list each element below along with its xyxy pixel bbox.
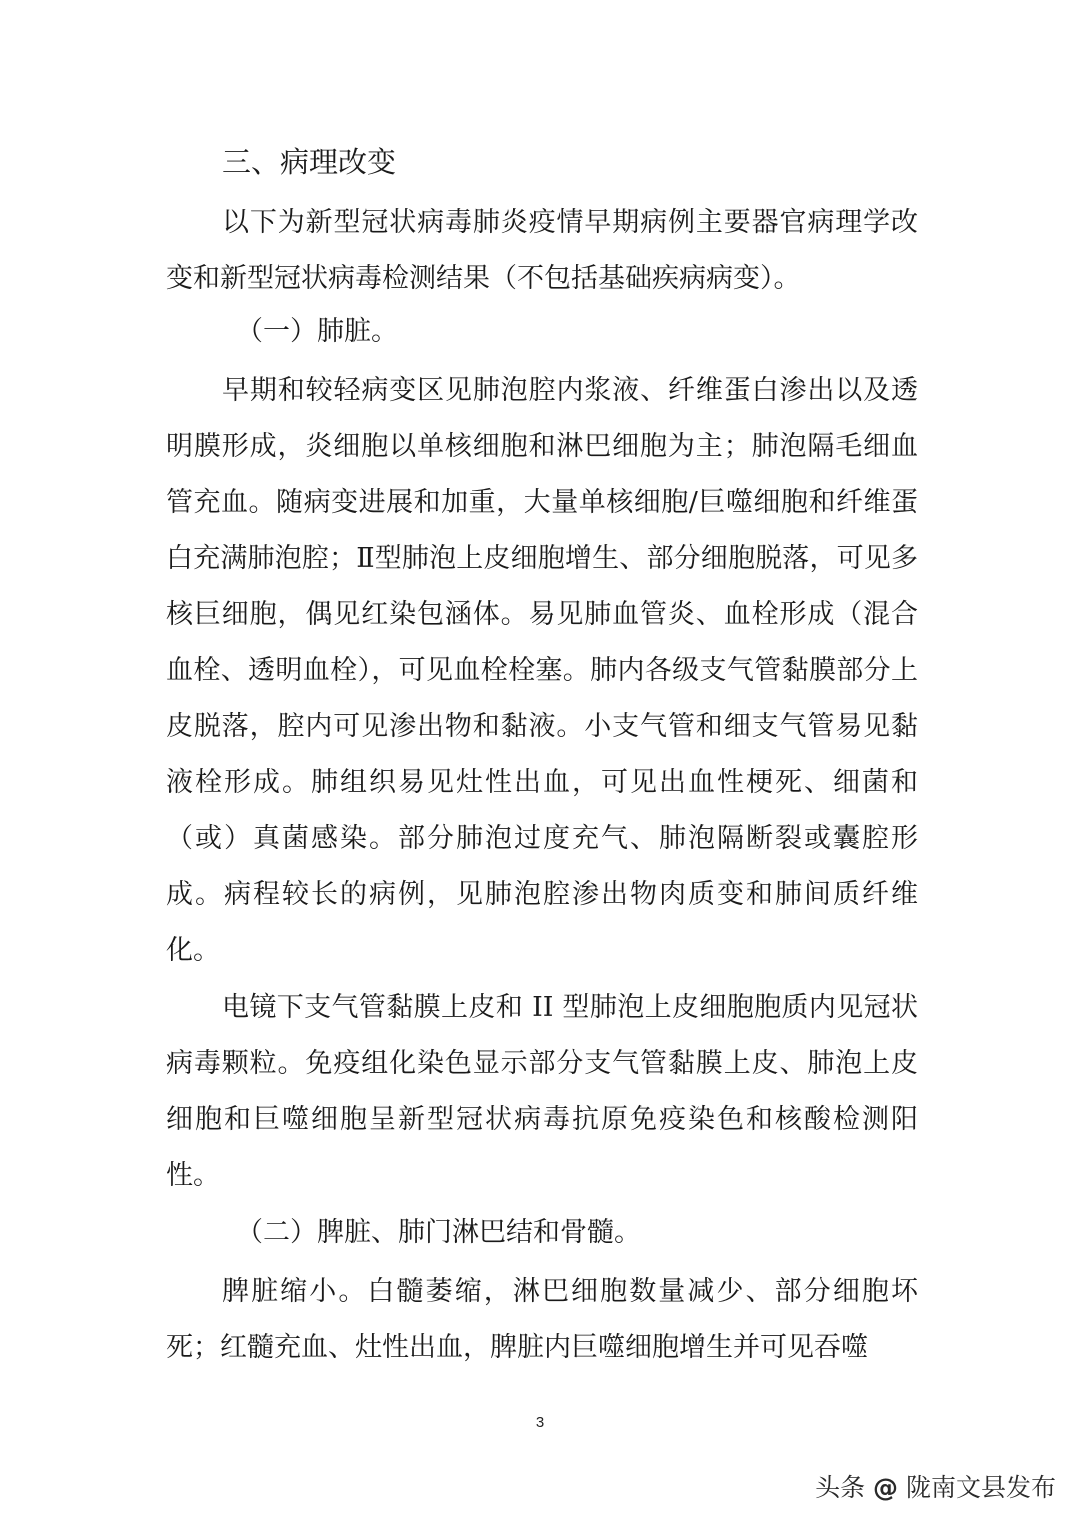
spleen-paragraph-1: 脾脏缩小。白髓萎缩，淋巴细胞数量减少、部分细胞坏死；红髓充血、灶性出血，脾脏内巨噬细胞增生并可见吞噬 [166, 1276, 918, 1363]
page-number: 3 [535, 1414, 545, 1431]
subsection-heading-lung: （一）肺脏。 [236, 316, 398, 347]
watermark-at-sign: @ [873, 1473, 899, 1502]
watermark-account: 陇南文县发布 [905, 1473, 1056, 1502]
lung-paragraph-1: 早期和较轻病变区见肺泡腔内浆液、纤维蛋白渗出以及透明膜形成，炎细胞以单核细胞和淋巴细胞为主；肺泡隔毛细血管充血。随病变进展和加重，大量单核细胞/巨噬细胞和纤维蛋白充满肺泡腔；Ⅱ型肺泡上皮细胞增生、部分细胞脱落，可见多核巨细胞，偶见红染包涵体。易见肺血管炎、血栓形成（混合血栓、透明血栓），可见血栓栓塞。肺内各级支气管黏膜部分上皮脱落，腔内可见渗出物和黏液。小支气管和细支气管易见黏液栓形成。肺组织易见灶性出血，可见出血性梗死、细菌和（或）真菌感染。部分肺泡过度充气、肺泡隔断裂或囊腔形成。病程较长的病例，见肺泡腔渗出物肉质变和肺间质纤维化。 [166, 375, 918, 966]
intro-paragraph: 以下为新型冠状病毒肺炎疫情早期病例主要器官病理学改变和新型冠状病毒检测结果（不包括基础疾病病变）。 [166, 207, 918, 294]
watermark-prefix: 头条 [815, 1473, 866, 1502]
section-heading: 三、病理改变 [222, 145, 397, 179]
subsection-heading-spleen: （二）脾脏、肺门淋巴结和骨髓。 [236, 1217, 641, 1248]
source-watermark [815, 1468, 1056, 1504]
lung-paragraph-2: 电镜下支气管黏膜上皮和 II 型肺泡上皮细胞胞质内见冠状病毒颗粒。免疫组化染色显示部分支气管黏膜上皮、肺泡上皮细胞和巨噬细胞呈新型冠状病毒抗原免疫染色和核酸检测阳性。 [166, 992, 918, 1191]
